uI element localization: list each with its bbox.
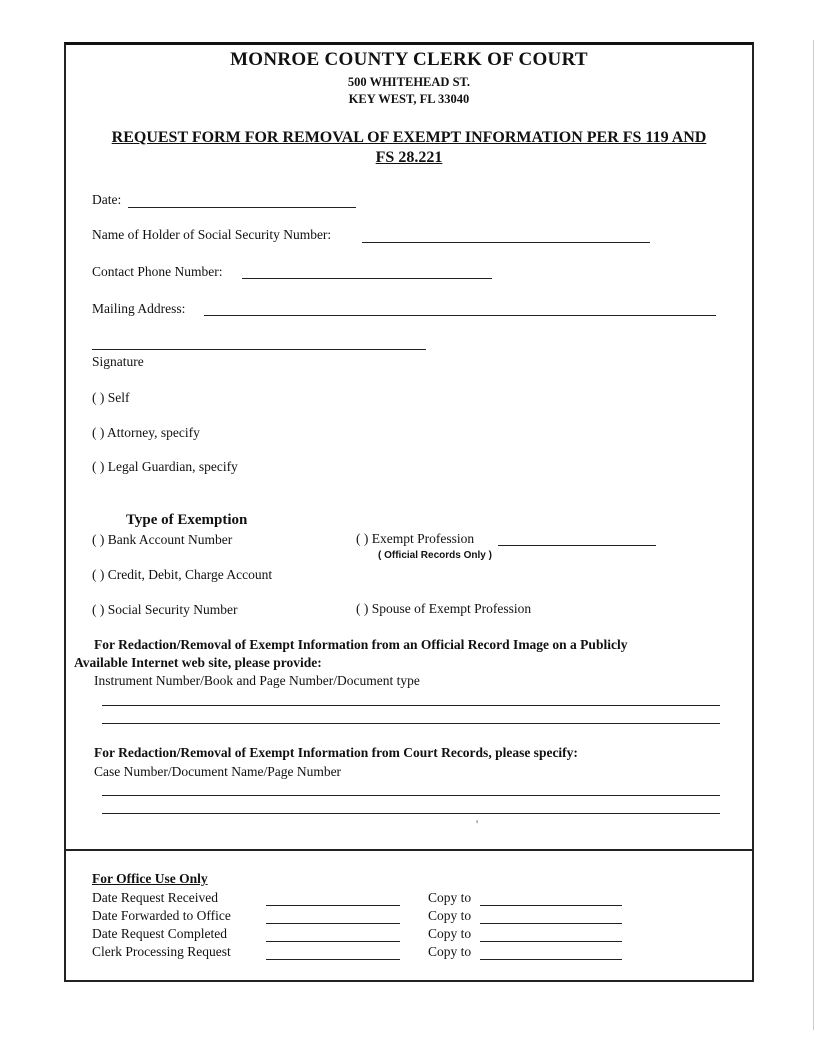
phone-label: Contact Phone Number:: [92, 264, 223, 279]
court-record-heading: For Redaction/Removal of Exempt Information from Court Records, please specify:: [94, 745, 578, 760]
form-title-line1: REQUEST FORM FOR REMOVAL OF EXEMPT INFORMATION PER FS 119 AND: [111, 129, 707, 146]
office-row-field[interactable]: [266, 905, 400, 906]
holder-name-field[interactable]: [362, 242, 650, 243]
exemption-ssn-option[interactable]: ( ) Social Security Number: [92, 602, 238, 617]
date-field[interactable]: [128, 207, 356, 208]
copy-to-field[interactable]: [480, 941, 622, 942]
case-number-field-2[interactable]: [102, 813, 720, 814]
exemption-bank-option[interactable]: ( ) Bank Account Number: [92, 532, 233, 547]
requester-guardian-option[interactable]: ( ) Legal Guardian, specify: [92, 459, 238, 474]
address-field[interactable]: [204, 315, 716, 316]
case-number-field-1[interactable]: [102, 795, 720, 796]
instrument-number-label: Instrument Number/Book and Page Number/Document type: [94, 673, 420, 688]
copy-to-field[interactable]: [480, 905, 622, 906]
case-number-label: Case Number/Document Name/Page Number: [94, 764, 342, 779]
request-form: [64, 42, 754, 982]
copy-to-field[interactable]: [480, 923, 622, 924]
holder-name-label: Name of Holder of Social Security Number:: [92, 227, 332, 242]
requester-self-option[interactable]: ( ) Self: [92, 390, 130, 405]
office-row-field[interactable]: [266, 941, 400, 942]
office-row-field[interactable]: [266, 959, 400, 960]
signature-field[interactable]: [92, 349, 426, 350]
copy-to-label: Copy to: [428, 890, 472, 905]
copy-to-field[interactable]: [480, 959, 622, 960]
scan-speck: ': [476, 817, 479, 831]
office-row-label: Date Request Completed: [92, 926, 227, 941]
phone-field[interactable]: [242, 278, 492, 279]
copy-to-label: Copy to: [428, 908, 472, 923]
instrument-number-field-2[interactable]: [102, 723, 720, 724]
exemption-profession-option[interactable]: ( ) Exempt Profession: [356, 531, 475, 546]
exemption-profession-note: ( Official Records Only ): [378, 550, 492, 561]
form-title-line2: FS 28.221: [375, 149, 443, 166]
page-edge-line: [813, 40, 814, 1030]
copy-to-label: Copy to: [428, 944, 472, 959]
clerk-office-name: MONROE COUNTY CLERK OF COURT: [230, 49, 588, 70]
office-use-separator: [66, 849, 752, 851]
official-record-heading-line2: Available Internet web site, please provide:: [74, 655, 322, 670]
office-row-label: Clerk Processing Request: [92, 944, 231, 959]
office-row-field[interactable]: [266, 923, 400, 924]
street-address: 500 WHITEHEAD ST.: [347, 75, 471, 89]
copy-to-label: Copy to: [428, 926, 472, 941]
exemption-heading: Type of Exemption: [126, 512, 248, 528]
official-record-heading-line1: For Redaction/Removal of Exempt Information from an Official Record Image on a Publicly: [94, 637, 628, 652]
date-label: Date:: [92, 192, 122, 207]
exemption-credit-option[interactable]: ( ) Credit, Debit, Charge Account: [92, 567, 273, 582]
address-label: Mailing Address:: [92, 301, 186, 316]
instrument-number-field-1[interactable]: [102, 705, 720, 706]
signature-label: Signature: [92, 354, 144, 369]
office-row-label: Date Forwarded to Office: [92, 908, 231, 923]
office-row-label: Date Request Received: [92, 890, 218, 905]
office-use-heading: For Office Use Only: [92, 871, 208, 886]
requester-attorney-option[interactable]: ( ) Attorney, specify: [92, 425, 200, 440]
exemption-profession-field[interactable]: [498, 545, 656, 546]
exemption-spouse-option[interactable]: ( ) Spouse of Exempt Profession: [356, 601, 532, 616]
city-address: KEY WEST, FL 33040: [348, 92, 470, 106]
